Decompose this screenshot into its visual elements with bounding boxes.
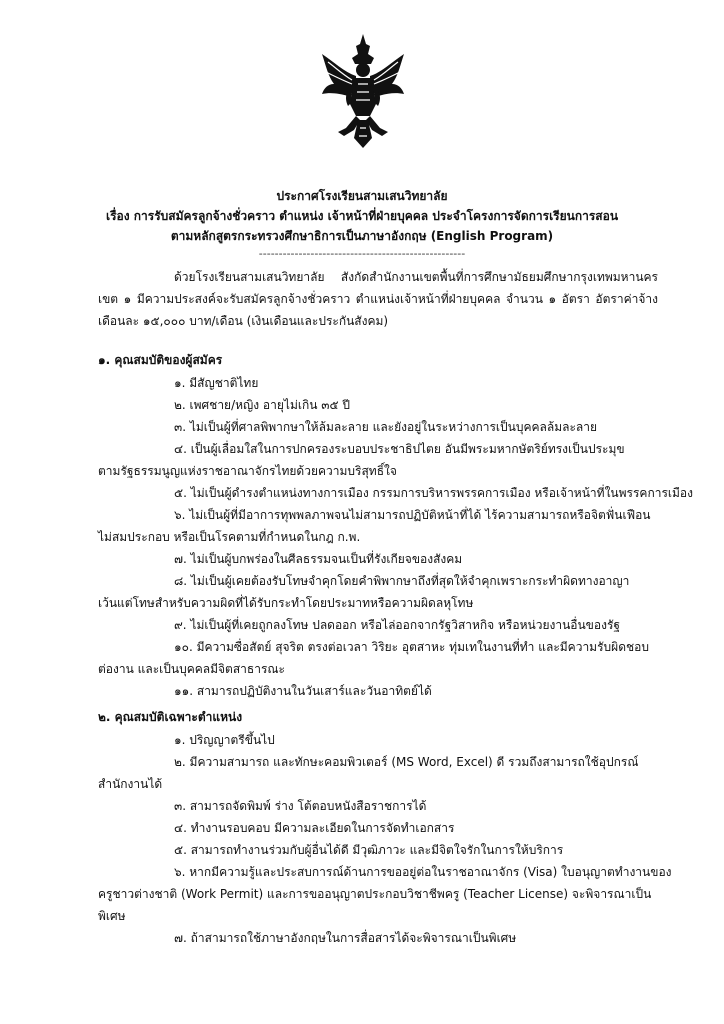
list-item-continuation: ต่องาน และเป็นบุคคลมีจิตสาธารณะ — [98, 662, 285, 676]
list-item-text: ๔. ทำงานรอบคอบ มีความละเอียดในการจัดทำเอกสาร — [174, 821, 455, 835]
intro-text: ด้วยโรงเรียนสามเสนวิทยาลัย สังกัดสำนักงานเขตพื้นที่การศึกษามัธยมศึกษากรุงเทพมหานคร เขต ๑ มีความประสงค์จะรับสมัครลูกจ้างชั่วคราว ตำแหน่งเจ้าหน้าที่ฝ่ายบุคคล จำนวน ๑ อัตรา อัตราค่าจ้างเดือนละ ๑๕,๐๐๐ บาท/เดือน (เงินเดือนและประกันสังคม) — [98, 270, 658, 328]
list-item — [98, 416, 660, 438]
list-item — [98, 570, 660, 614]
list-item-text: ๖. หากมีความรู้และประสบการณ์ด้านการขออยู่ต่อในราชอาณาจักร (Visa) ใบอนุญาตทำงานของ — [174, 865, 672, 879]
list-item — [98, 795, 660, 817]
list-item-continuation: ไม่สมประกอบ หรือเป็นโรคตามที่กำหนดในกฎ ก.พ. — [98, 530, 361, 544]
list-item — [98, 729, 660, 751]
list-item-text: ๙. ไม่เป็นผู้ที่เคยถูกลงโทษ ปลดออก หรือไล่ออกจากรัฐวิสาหกิจ หรือหน่วยงานอื่นของรัฐ — [174, 618, 621, 632]
list-item-continuation: สำนักงานได้ — [98, 777, 163, 791]
list-item — [98, 817, 660, 839]
announcement-subject: เรื่อง การรับสมัครลูกจ้างชั่วคราว ตำแหน่ง เจ้าหน้าที่ฝ่ายบุคคล ประจำโครงการจัดการเรียนการสอน — [105, 209, 619, 223]
list-item-text: ๒. มีความสามารถ และทักษะคอมพิวเตอร์ (MS Word, Excel) ดี รวมถึงสามารถใช้อุปกรณ์ — [174, 755, 639, 769]
list-item — [98, 614, 660, 636]
announcement-subject-continued: ตามหลักสูตรกระทรวงศึกษาธิการเป็นภาษาอังกฤษ (English Program) — [170, 229, 554, 243]
list-item-text: ๑๑. สามารถปฏิบัติงานในวันเสาร์และวันอาทิตย์ได้ — [174, 684, 432, 698]
list-item — [98, 548, 660, 570]
list-item — [98, 372, 660, 394]
list-item-text: ๑. ปริญญาตรีขึ้นไป — [174, 733, 275, 747]
list-item-text: ๗. ถ้าสามารถใช้ภาษาอังกฤษในการสื่อสารได้จะพิจารณาเป็นพิเศษ — [174, 931, 517, 945]
list-item-text: ๖. ไม่เป็นผู้ที่มีอาการทุพพลภาพจนไม่สามารถปฏิบัติหน้าที่ได้ ไร้ความสามารถหรือจิตฟั่นเฟือน — [174, 508, 651, 522]
list-item — [98, 482, 693, 504]
garuda-emblem-icon — [318, 32, 408, 150]
list-item-continuation: ตามรัฐธรรมนูญแห่งราชอาณาจักรไทยด้วยความบริสุทธิ์ใจ — [98, 464, 397, 478]
list-item-text: ๓. ไม่เป็นผู้ที่ศาลพิพากษาให้ล้มละลาย และยังอยู่ในระหว่างการเป็นบุคคลล้มละลาย — [174, 420, 598, 434]
header-separator: ---------------------------------------------------- — [258, 247, 466, 260]
list-item — [98, 394, 660, 416]
list-item — [98, 927, 660, 949]
list-item-text: ๘. ไม่เป็นผู้เคยต้องรับโทษจำคุกโดยคำพิพากษาถึงที่สุดให้จำคุกเพราะกระทำผิดทางอาญา — [174, 574, 630, 588]
list-item-continuation: ครูชาวต่างชาติ (Work Permit) และการขออนุญาตประกอบวิชาชีพครู (Teacher License) จะพิจารณาเป็นพิเศษ — [98, 887, 652, 923]
section-1-list — [98, 372, 693, 702]
list-item-text: ๓. สามารถจัดพิมพ์ ร่าง โต้ตอบหนังสือราชการได้ — [174, 799, 427, 813]
section-1-title: ๑. คุณสมบัติของผู้สมัคร — [98, 353, 223, 367]
section-2-list — [98, 729, 672, 949]
list-item — [98, 636, 660, 680]
announcement-title: ประกาศโรงเรียนสามเสนวิทยาลัย — [276, 189, 448, 203]
list-item — [98, 680, 660, 702]
list-item-text: ๔. เป็นผู้เลื่อมใสในการปกครองระบอบประชาธิปไตย อันมีพระมหากษัตริย์ทรงเป็นประมุข — [174, 442, 625, 456]
list-item-text: ๑๐. มีความซื่อสัตย์ สุจริต ตรงต่อเวลา วิริยะ อุตสาหะ ทุ่มเทในงานที่ทำ และมีความรับผิดชอบ — [174, 640, 649, 654]
list-item-text: ๗. ไม่เป็นผู้บกพร่องในศีลธรรมจนเป็นที่รังเกียจของสังคม — [174, 552, 463, 566]
list-item-text: ๕. ไม่เป็นผู้ดำรงตำแหน่งทางการเมือง กรรมการบริหารพรรคการเมือง หรือเจ้าหน้าที่ในพรรคการเมือง — [174, 486, 693, 500]
list-item-continuation: เว้นแต่โทษสำหรับความผิดที่ได้รับกระทำโดยประมาทหรือความผิดลหุโทษ — [98, 596, 474, 610]
announcement-header — [60, 186, 664, 264]
list-item — [98, 438, 660, 482]
list-item — [98, 504, 660, 548]
section-2-title: ๒. คุณสมบัติเฉพาะตำแหน่ง — [98, 710, 243, 724]
list-item — [98, 839, 660, 861]
list-item-text: ๑. มีสัญชาติไทย — [174, 376, 259, 390]
list-item-text: ๒. เพศชาย/หญิง อายุไม่เกิน ๓๕ ปี — [174, 398, 350, 412]
list-item-text: ๕. สามารถทำงานร่วมกับผู้อื่นได้ดี มีวุฒิภาวะ และมีจิตใจรักในการให้บริการ — [174, 843, 564, 857]
list-item — [98, 861, 672, 927]
list-item — [98, 751, 660, 795]
intro-paragraph — [98, 266, 658, 332]
